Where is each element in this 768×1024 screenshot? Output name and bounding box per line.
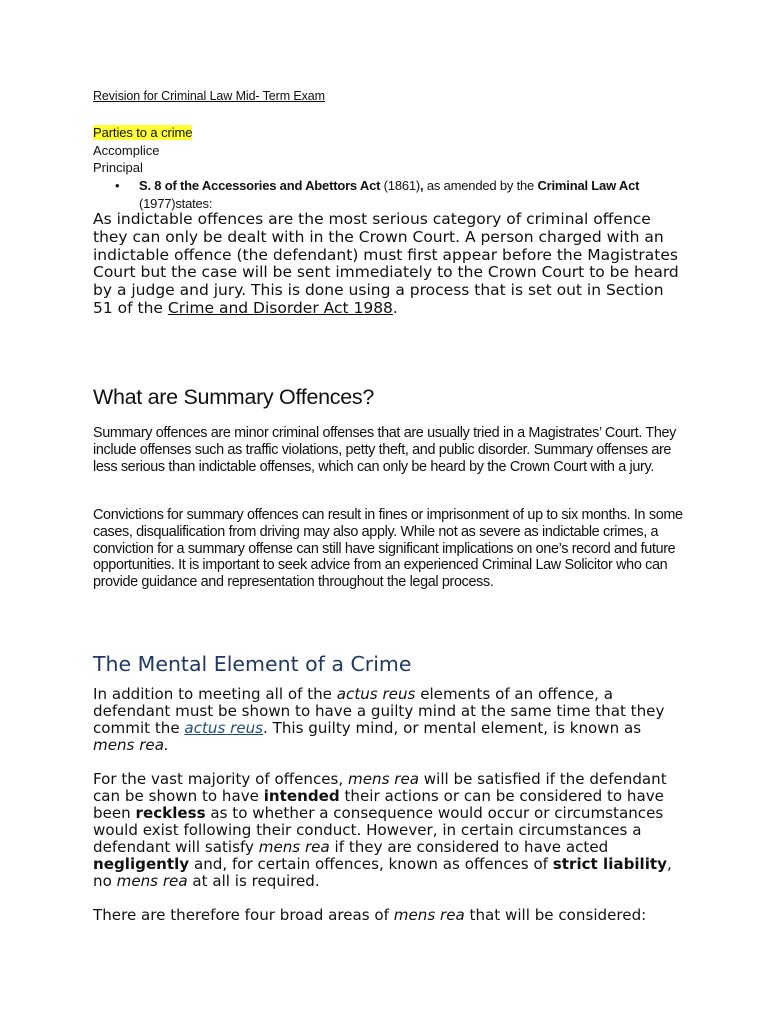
act-name-accessories: S. 8 of the Accessories and Abettors Act — [139, 178, 381, 193]
mental-paragraph-2 — [93, 771, 683, 890]
indictable-end: . — [392, 298, 398, 317]
italic-term: mens rea — [116, 872, 188, 890]
italic-term: mens rea. — [93, 736, 169, 754]
italic-term: mens rea — [348, 770, 419, 788]
amended-by: as amended by the — [423, 178, 538, 193]
comma: , — [420, 178, 424, 193]
act-name-criminal-law: Criminal Law Act — [537, 178, 640, 193]
text-run: and, for certain offences, known as offences of — [189, 855, 553, 873]
indictable-paragraph — [93, 211, 683, 318]
bold-term: reckless — [135, 804, 206, 822]
mental-paragraph-3 — [93, 907, 683, 924]
mental-paragraph-1 — [93, 686, 683, 754]
accomplice-line: Accomplice — [93, 143, 160, 158]
crime-disorder-act-link[interactable]: Crime and Disorder Act 1988 — [167, 298, 393, 317]
principal-line: Principal — [93, 160, 143, 175]
text-run: that will be considered: — [464, 906, 647, 924]
text-run: at all is required. — [187, 872, 320, 890]
actus-reus-link[interactable]: actus reus — [184, 719, 264, 737]
text-run: their actions or can be considered to have been — [93, 787, 664, 822]
italic-term: actus reus — [336, 685, 416, 703]
text-run: as to whether a consequence would occur or circumstances would exist following their conduct. However, in certain circumstances a defendant will satisfy — [93, 804, 664, 856]
bullet-item — [117, 177, 683, 213]
bullet-icon: • — [115, 178, 120, 193]
text-run: . This guilty mind, or mental element, is known as — [263, 719, 642, 737]
text-run: if they are considered to have acted — [329, 838, 609, 856]
document-title: Revision for Criminal Law Mid- Term Exam — [93, 89, 325, 103]
italic-term: mens rea — [258, 838, 330, 856]
year-1861: (1861) — [380, 178, 421, 193]
text-run: , no — [93, 855, 672, 890]
text-run: will be satisfied if the defendant can be shown to have — [93, 770, 667, 805]
bold-term: strict liability — [552, 855, 667, 873]
indictable-text: As indictable offences are the most serious category of criminal offence they can only be dealt with in the Crown Court. A person charged with an indictable offence (the defendant) must first appear before the Magistrates Court but the case will be sent immediately to the Crown Court to be heard by a judge and jury. This is done using a process that is set out in Section 51 of the — [93, 210, 679, 317]
summary-paragraph-1: Summary offences are minor criminal offenses that are usually tried in a Magistrates’ Court. They include offenses such as traffic violations, petty theft, and public disorder. Summary offenses are less serious than indictable offenses, which can only be heard by the Crown Court with a jury. — [93, 425, 676, 475]
italic-term: mens rea — [393, 906, 465, 924]
bold-term: intended — [263, 787, 340, 805]
summary-paragraph-2: Convictions for summary offences can result in fines or imprisonment of up to six months. In some cases, disqualification from driving may also apply. While not as severe as indictable crimes, a conviction for a summary offense can still have significant implications on one’s record and future opportunities. It is important to seek advice from an experienced Criminal Law Solicitor who can provide guidance and representation throughout the legal process. — [93, 507, 683, 591]
bullet-rest: (1977)states: — [139, 196, 213, 211]
bullet-text — [139, 177, 683, 213]
text-run: For the vast majority of offences, — [93, 770, 349, 788]
bold-term: negligently — [93, 855, 190, 873]
text-run: In addition to meeting all of the — [93, 685, 337, 703]
text-run: There are therefore four broad areas of — [93, 906, 394, 924]
summary-offences-heading: What are Summary Offences? — [93, 385, 374, 409]
parties-heading-highlighted: Parties to a crime — [93, 125, 193, 140]
text-run: elements of an offence, a defendant must be shown to have a guilty mind at the same time that they commit the — [93, 685, 665, 737]
mental-element-heading: The Mental Element of a Crime — [93, 652, 412, 676]
